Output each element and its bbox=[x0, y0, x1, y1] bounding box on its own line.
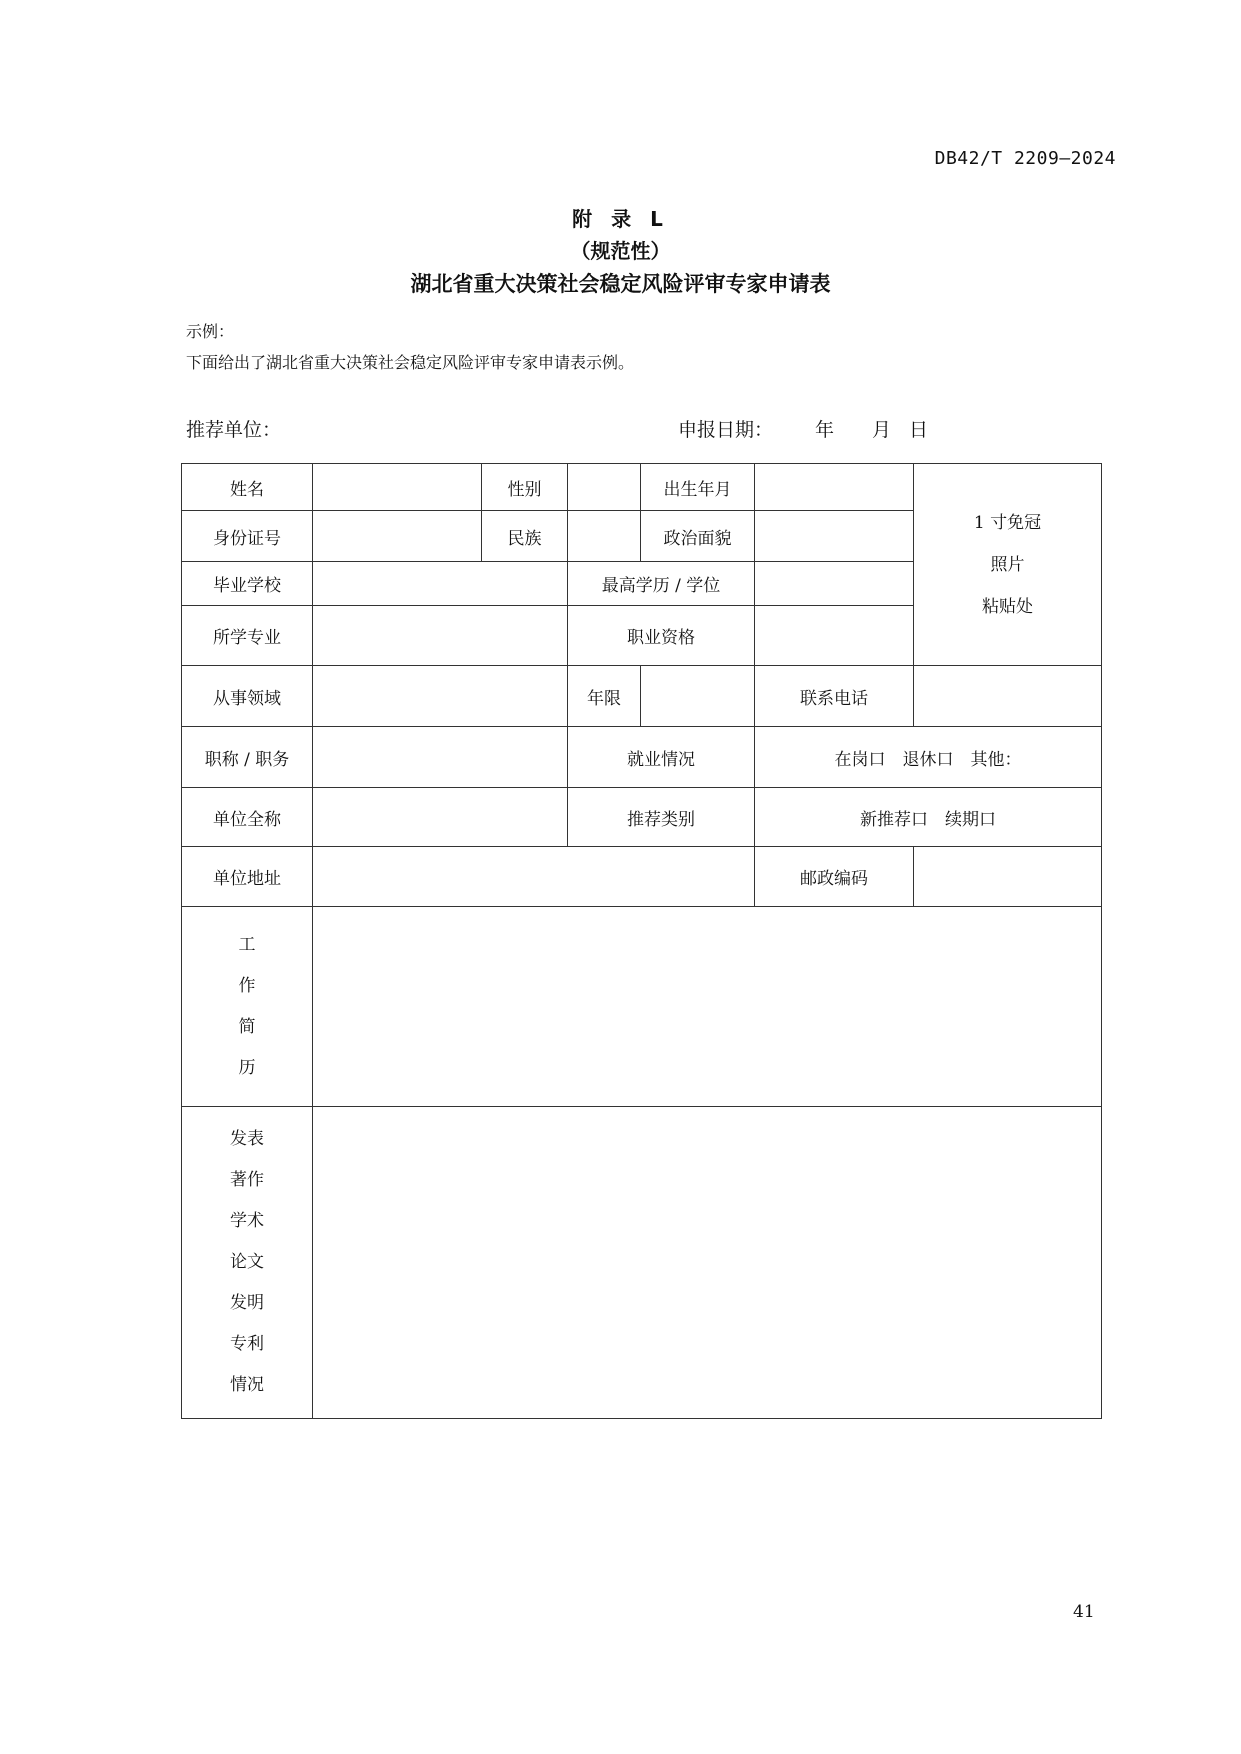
photo-line-2: 照片 bbox=[990, 554, 1025, 575]
name-field[interactable] bbox=[313, 464, 482, 511]
employment-options[interactable]: 在岗口 退休口 其他： bbox=[755, 727, 1102, 788]
major-label: 所学专业 bbox=[182, 606, 313, 666]
political-label: 政治面貌 bbox=[641, 511, 755, 562]
work-resume-char: 工 bbox=[238, 934, 256, 955]
work-resume-field[interactable] bbox=[313, 907, 1102, 1107]
title-block bbox=[0, 203, 1241, 301]
unit-name-field[interactable] bbox=[313, 788, 568, 847]
publications-line: 专利 bbox=[230, 1334, 264, 1354]
rec-type-options[interactable]: 新推荐口 续期口 bbox=[755, 788, 1102, 847]
document-code: DB42/T 2209—2024 bbox=[934, 148, 1116, 169]
unit-name-label: 单位全称 bbox=[182, 788, 313, 847]
publications-label bbox=[182, 1107, 313, 1419]
gender-label: 性别 bbox=[482, 464, 568, 511]
title-post-label: 职称 / 职务 bbox=[182, 727, 313, 788]
id-number-field[interactable] bbox=[313, 511, 482, 562]
publications-line: 情况 bbox=[230, 1375, 264, 1395]
phone-field[interactable] bbox=[914, 666, 1102, 727]
form-title: 湖北省重大决策社会稳定风险评审专家申请表 bbox=[410, 272, 831, 296]
years-label: 年限 bbox=[568, 666, 641, 727]
date-day: 日 bbox=[909, 419, 929, 441]
postcode-field[interactable] bbox=[914, 847, 1102, 907]
work-resume-char: 简 bbox=[238, 1016, 256, 1037]
date-label: 申报日期： bbox=[678, 419, 774, 441]
photo-line-3: 粘贴处 bbox=[982, 596, 1033, 617]
birth-field[interactable] bbox=[755, 464, 914, 511]
example-label: 示例： bbox=[186, 322, 235, 341]
work-resume-char: 作 bbox=[238, 975, 256, 996]
major-field[interactable] bbox=[313, 606, 568, 666]
photo-line-1: 1 寸免冠 bbox=[973, 512, 1042, 533]
publications-field[interactable] bbox=[313, 1107, 1102, 1419]
rec-type-label: 推荐类别 bbox=[568, 788, 755, 847]
degree-label: 最高学历 / 学位 bbox=[568, 562, 755, 606]
photo-area[interactable] bbox=[914, 464, 1102, 666]
id-number-label: 身份证号 bbox=[182, 511, 313, 562]
political-field[interactable] bbox=[755, 511, 914, 562]
date-year: 年 bbox=[815, 419, 835, 441]
report-date bbox=[678, 415, 928, 442]
ethnicity-label: 民族 bbox=[482, 511, 568, 562]
field-label: 从事领域 bbox=[182, 666, 313, 727]
title-post-field[interactable] bbox=[313, 727, 568, 788]
gender-field[interactable] bbox=[568, 464, 641, 511]
employment-label: 就业情况 bbox=[568, 727, 755, 788]
date-month: 月 bbox=[872, 419, 892, 441]
recommend-unit-label: 推荐单位： bbox=[186, 419, 282, 441]
degree-field[interactable] bbox=[755, 562, 914, 606]
page-number: 41 bbox=[1073, 1602, 1095, 1622]
appendix-type: （规范性） bbox=[570, 239, 671, 263]
postcode-label: 邮政编码 bbox=[755, 847, 914, 907]
work-resume-label bbox=[182, 907, 313, 1107]
publications-line: 发表 bbox=[230, 1129, 264, 1149]
qualification-field[interactable] bbox=[755, 606, 914, 666]
appendix-label: 附 录 L bbox=[572, 207, 669, 231]
publications-line: 发明 bbox=[230, 1293, 264, 1313]
unit-address-label: 单位地址 bbox=[182, 847, 313, 907]
example-text: 下面给出了湖北省重大决策社会稳定风险评审专家申请表示例。 bbox=[186, 353, 635, 372]
field-field[interactable] bbox=[313, 666, 568, 727]
phone-label: 联系电话 bbox=[755, 666, 914, 727]
years-field[interactable] bbox=[641, 666, 755, 727]
name-label: 姓名 bbox=[182, 464, 313, 511]
birth-label: 出生年月 bbox=[641, 464, 755, 511]
qualification-label: 职业资格 bbox=[568, 606, 755, 666]
application-form bbox=[181, 463, 1102, 1419]
publications-line: 著作 bbox=[230, 1170, 264, 1190]
ethnicity-field[interactable] bbox=[568, 511, 641, 562]
publications-line: 学术 bbox=[230, 1211, 264, 1231]
unit-address-field[interactable] bbox=[313, 847, 755, 907]
work-resume-char: 历 bbox=[238, 1057, 256, 1078]
school-field[interactable] bbox=[313, 562, 568, 606]
school-label: 毕业学校 bbox=[182, 562, 313, 606]
publications-line: 论文 bbox=[230, 1252, 264, 1272]
